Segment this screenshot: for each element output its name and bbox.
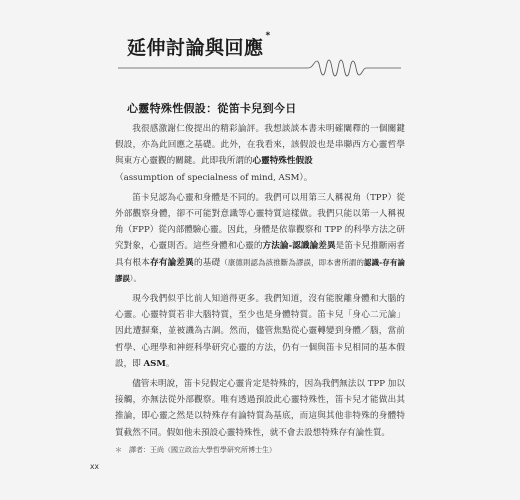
chapter-title-text: 延伸討論與回應	[127, 37, 264, 59]
term-methodological-epistemic-difference: 方法論-認識論差異	[262, 241, 336, 252]
section-heading: 心靈特殊性假設：從笛卡兒到今日	[127, 102, 297, 115]
translator-footnote: ＊ 譯者：王尚（國立政治大學哲學研究所博士生）	[115, 446, 276, 454]
paragraph-2-text-a: 笛卡兒認為心靈和身體是不同的。我們可以用第三人稱視角（TPP）從外部觀察身體，卻不可能對意識等心靈特質這樣做。我們只能以第一人稱視角（FPP）從內部體驗心靈。因此，身體是依靠觀察和 TPP 的科學方法之研究對象，心靈則否。這些身體和心靈的	[115, 192, 405, 252]
paragraph-2-aside-end: ）。	[129, 273, 141, 283]
paragraph-1-text: 我很感激謝仁俊提出的精彩論評。我想談談本書未明確闡釋的一個關鍵假設，亦為此回應之基礎。此外，在我看來，該假設也是串聯西方心靈哲學與東方心靈觀的關鍵。此即我所謂的	[115, 124, 405, 167]
paragraph-3-text-b: 。	[165, 358, 175, 369]
decorative-wave-line	[118, 58, 401, 78]
term-asm-abbrev: ASM	[143, 358, 166, 369]
term-epistemic-ontological-fallacy: 認識-存有論謬誤	[115, 257, 405, 283]
chapter-title-footnote-mark: *	[265, 31, 271, 41]
paragraph-2-text-c: 的基礎	[193, 257, 221, 268]
term-asm: 心靈特殊性假設	[252, 156, 313, 167]
body-text	[115, 121, 405, 441]
paragraph-3	[115, 291, 405, 372]
term-ontological-difference: 存有論差異	[150, 257, 194, 268]
page-number: xx	[90, 462, 99, 471]
chapter-title	[127, 33, 271, 60]
paragraph-2	[115, 190, 405, 287]
paragraph-2-text-b: 是笛卡兒推斷兩者具有根本	[115, 241, 405, 268]
term-asm-english: （assumption of specialness of mind, ASM）。	[115, 172, 313, 183]
paragraph-4: 儘管未明說，笛卡兒假定心靈肯定是特殊的，因為我們無法以 TPP 加以接觸，亦無法從外部觀察。唯有透過預設此心靈特殊性，笛卡兒才能做出其推論，即心靈之然是以特殊存有論特質為基底，而這與其他非特殊的身體特質截然不同。假如他未預設心靈特殊性，就不會去設想特殊存有論性質。	[115, 379, 405, 438]
paragraph-1	[115, 121, 405, 186]
paragraph-2-aside: （康德則認為該推斷為謬誤，即本書所謂的	[220, 257, 365, 267]
paragraph-3-text-a: 現今我們似乎比前人知道得更多。我們知道，沒有能脫離身體和大腦的心靈。心靈特質若非大腦特質，至少也是身體特質。笛卡兒「身心二元論」因此遭摒棄，並被譏為古調。然而，儘管焦點從心靈轉變到身體／腦，當前哲學、心理學和神經科學研究心靈的方法，仍有一個與笛卡兒相同的基本假設，即	[115, 294, 405, 369]
